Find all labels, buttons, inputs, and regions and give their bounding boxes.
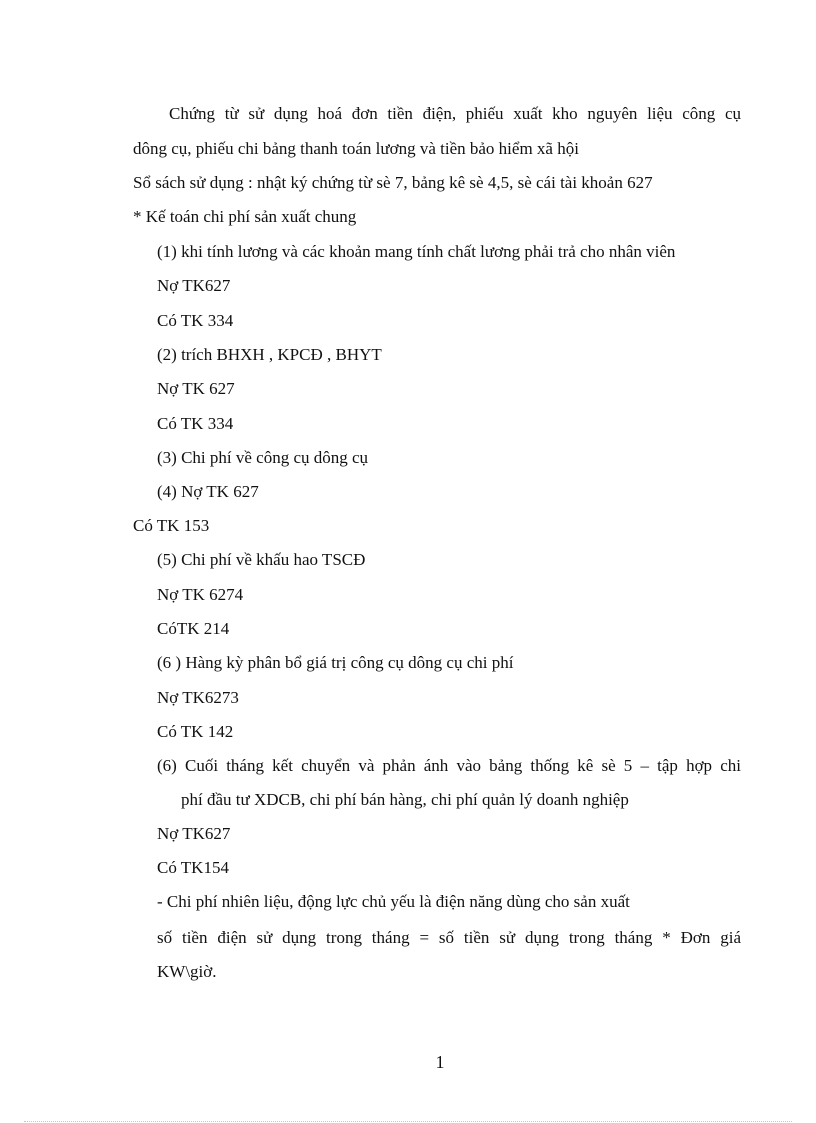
text-line-8: (2) trích BHXH , KPCĐ , BHYT (157, 345, 382, 364)
text-line-13: Có TK 153 (133, 516, 210, 535)
text-line-6: Nợ TK627 (157, 276, 231, 295)
text-line-2: dông cụ, phiếu chi bảng thanh toán lương và tiền bảo hiểm xã hội (133, 139, 579, 158)
text-line-17: (6 ) Hàng kỳ phân bổ giá trị công cụ dông cụ chi phí (157, 653, 514, 672)
text-line-11: (3) Chi phí về công cụ dông cụ (157, 448, 369, 467)
text-line-5: (1) khi tính lương và các khoản mang tính chất lương phải trả cho nhân viên (157, 242, 676, 261)
text-line-19: Có TK 142 (157, 722, 234, 741)
text-line-14: (5) Chi phí về khấu hao TSCĐ (157, 550, 366, 569)
text-line-12: (4) Nợ TK 627 (157, 482, 259, 501)
text-line-26: KW\giờ. (157, 962, 217, 981)
text-line-15: Nợ TK 6274 (157, 585, 244, 604)
text-line-7: Có TK 334 (157, 311, 234, 330)
text-line-25: số tiền điện sử dụng trong tháng = số tiền sử dụng trong tháng * Đơn giá (157, 928, 741, 947)
text-line-20: (6) Cuối tháng kết chuyển và phản ánh vào bảng thống kê sè 5 – tập hợp chi (157, 756, 741, 775)
text-line-10: Có TK 334 (157, 414, 234, 433)
text-line-3: Sổ sách sử dụng : nhật ký chứng từ sè 7, bảng kê sè 4,5, sè cái tài khoản 627 (133, 173, 653, 192)
text-line-21: phí đầu tư XDCB, chi phí bán hàng, chi phí quản lý doanh nghiệp (181, 790, 629, 809)
text-line-22: Nợ TK627 (157, 824, 231, 843)
page-bottom-divider (24, 1121, 792, 1122)
text-line-24: - Chi phí nhiên liệu, động lực chủ yếu là điện năng dùng cho sản xuất (157, 892, 630, 911)
text-line-9: Nợ TK 627 (157, 379, 235, 398)
text-line-16: CóTK 214 (157, 619, 230, 638)
page-number: 1 (435, 1052, 445, 1072)
text-line-1: Chứng từ sử dụng hoá đơn tiền điện, phiếu xuất kho nguyên liệu công cụ (169, 104, 741, 123)
text-line-23: Có TK154 (157, 858, 229, 877)
text-line-18: Nợ TK6273 (157, 688, 239, 707)
section-heading: * Kế toán chi phí sản xuất chung (133, 207, 357, 226)
